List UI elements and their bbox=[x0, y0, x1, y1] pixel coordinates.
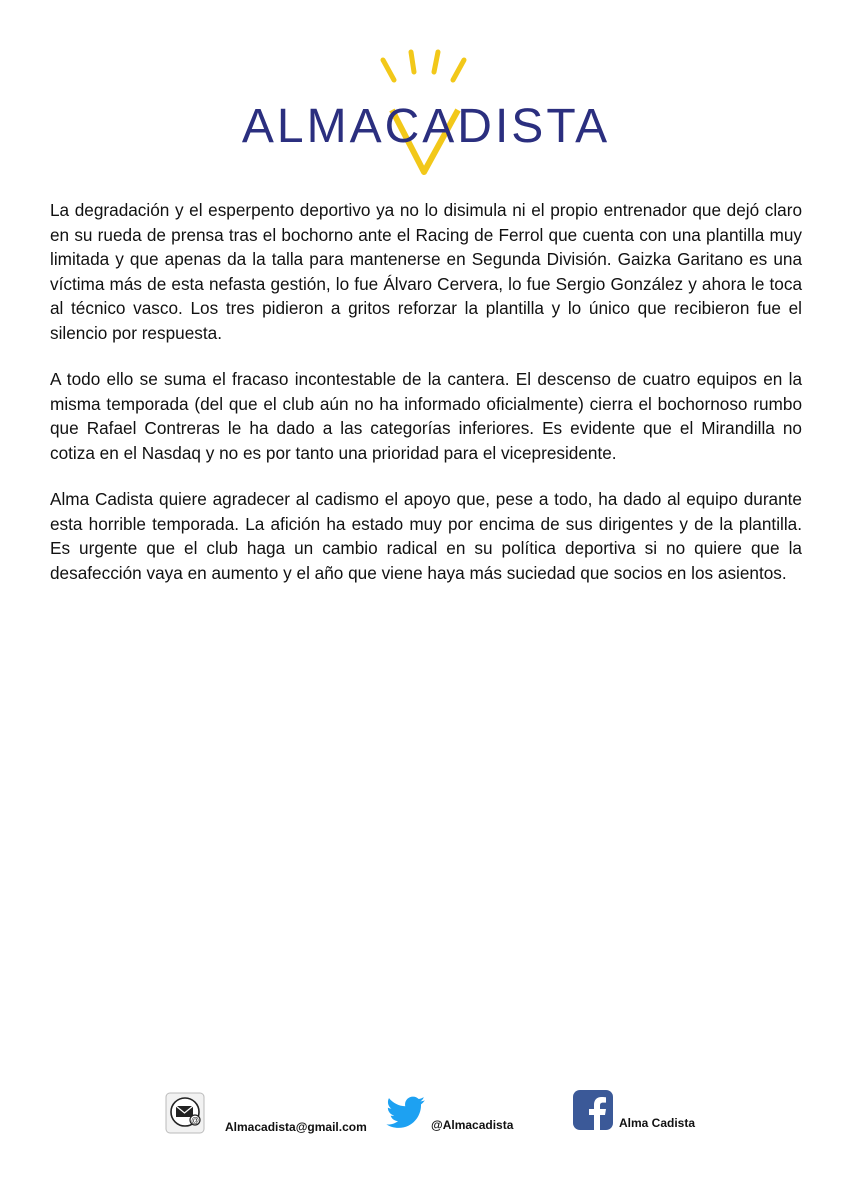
twitter-handle[interactable]: @Almacadista bbox=[431, 1118, 514, 1132]
almacadista-logo bbox=[226, 48, 626, 178]
statement-body bbox=[50, 198, 802, 607]
logo bbox=[0, 48, 852, 178]
logo-rays bbox=[383, 52, 464, 80]
footer-twitter bbox=[385, 1096, 513, 1132]
logo-wordmark bbox=[242, 100, 610, 153]
email-address[interactable]: Almacadista@gmail.com bbox=[225, 1120, 367, 1134]
footer-contacts bbox=[0, 1088, 852, 1148]
paragraph-2: A todo ello se suma el fracaso incontestable de la cantera. El descenso de cuatro equipos en la misma temporada (del que el club aún no ha informado oficialmente) cierra el bochornoso rumbo que Rafael Contreras le ha dado a las categorías inferiores. Es evidente que el Mirandilla no cotiza en el Nasdaq y no es por tanto una prioridad para el vicepresidente. bbox=[50, 369, 802, 463]
footer-facebook bbox=[573, 1090, 695, 1130]
twitter-bird-icon bbox=[385, 1096, 427, 1132]
svg-text:@: @ bbox=[190, 1116, 200, 1125]
facebook-icon bbox=[573, 1090, 613, 1130]
paragraph-3: Alma Cadista quiere agradecer al cadismo el apoyo que, pese a todo, ha dado al equipo durante esta horrible temporada. La afición ha estado muy por encima de sus dirigentes y de la plantilla. Es urgente que el club haga un cambio radical en su política deportiva si no quiere que la desafección vaya en aumento y el año que viene haya más suciedad que socios en los asientos. bbox=[50, 489, 802, 583]
email-at-icon bbox=[165, 1092, 205, 1134]
logo-text-part2: CADISTA bbox=[384, 100, 611, 153]
logo-text-part1: ALMA bbox=[241, 100, 385, 153]
paragraph-1: La degradación y el esperpento deportivo ya no lo disimula ni el propio entrenador que dejó claro en su rueda de prensa tras el bochorno ante el Racing de Ferrol que cuenta con una plantilla muy limitada y que apenas da la talla para mantenerse en Segunda División. Gaizka Garitano es una víctima más de esta nefasta gestión, lo fue Álvaro Cervera, lo fue Sergio González y ahora le toca al técnico vasco. Los tres pidieron a gritos reforzar la plantilla y lo único que recibieron fue el silencio por respuesta. bbox=[50, 200, 802, 343]
footer-email bbox=[165, 1092, 367, 1134]
facebook-page-name[interactable]: Alma Cadista bbox=[619, 1116, 696, 1130]
